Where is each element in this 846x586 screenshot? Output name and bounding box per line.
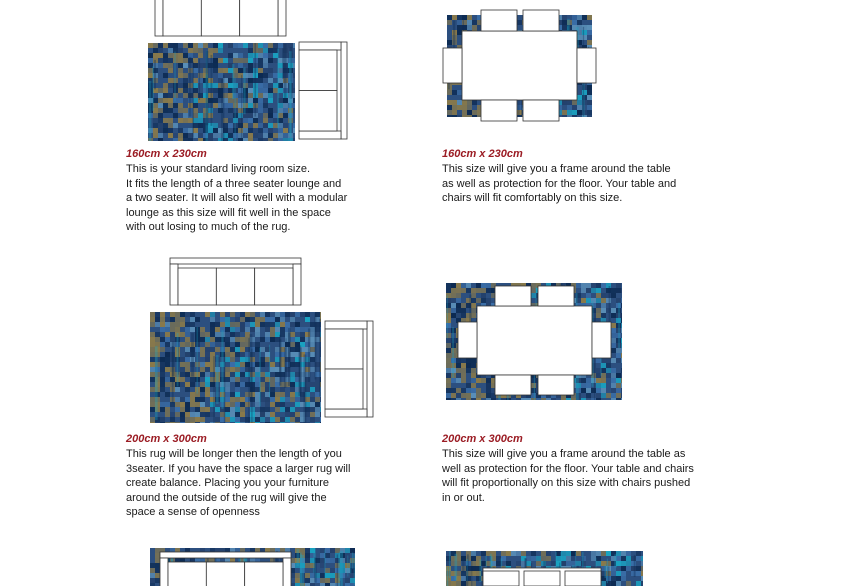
sofa-arm [299, 42, 341, 50]
sofa-arm [155, 0, 163, 36]
sofa-seat [206, 562, 244, 586]
three-seater-sofa [160, 552, 291, 586]
sofa-back [170, 258, 301, 264]
description-line: It fits the length of a three seater lounge and [126, 177, 342, 190]
chair-seat [443, 48, 462, 83]
sofa-arm [278, 0, 286, 36]
description-line: lounge as this size will fit well in the space [126, 206, 331, 219]
chair-seat [523, 10, 559, 31]
sofa-seat [240, 0, 278, 36]
sofa-seat [325, 369, 363, 409]
dining-chair [481, 100, 517, 121]
dining-chair [523, 100, 559, 121]
description-line: in or out. [442, 491, 485, 504]
sofa-seat [163, 0, 201, 36]
dining-chair [483, 571, 519, 586]
description-line: create balance. Placing you your furniture [126, 477, 330, 490]
dining-chair [538, 286, 574, 306]
description-dining-large [442, 447, 694, 505]
size-title-dining-small: 160cm x 230cm [442, 148, 523, 160]
dining-chair [495, 375, 531, 395]
chair-seat [523, 100, 559, 121]
description-line: This size will give you a frame around the table [442, 163, 671, 175]
description-line: around the outside of the rug will give the [126, 491, 327, 504]
dining-table [462, 31, 577, 100]
sofa-seat [168, 562, 206, 586]
description-living-small [126, 162, 347, 235]
chair-seat [481, 100, 517, 121]
three-seater-sofa [170, 258, 301, 305]
chair-seat [592, 322, 611, 358]
rug [148, 43, 298, 158]
sofa-seat [299, 91, 337, 132]
two-seater-sofa [325, 321, 373, 417]
chair-seat [538, 286, 574, 306]
sofa-arm [170, 264, 178, 305]
dining-chair [523, 10, 559, 31]
two-seater-sofa [299, 42, 347, 139]
size-title-living-large: 200cm x 300cm [126, 433, 207, 445]
description-line: This rug will be longer then the length of you [126, 448, 342, 460]
sofa-arm [293, 264, 301, 305]
chair-seat [565, 571, 601, 586]
sofa-back [160, 552, 291, 558]
dining-chair [495, 286, 531, 306]
dining-chair [524, 571, 560, 586]
sofa-arm [299, 131, 341, 139]
description-line: This size will give you a frame around the table as [442, 448, 686, 460]
description-line: a two seater. It will also fit well with a modular [126, 192, 348, 205]
sofa-seat [178, 268, 216, 305]
sofa-back [367, 321, 373, 417]
sofa-arm [283, 558, 291, 586]
sofa-seat [255, 268, 293, 305]
rug-pattern [148, 43, 298, 158]
sofa-seat [216, 268, 254, 305]
chair-seat [483, 571, 519, 586]
sofa-seat [299, 50, 337, 91]
chair-seat [524, 571, 560, 586]
description-line: well as protection for the floor. Your table and chairs [442, 462, 694, 475]
chair-seat [458, 322, 477, 358]
description-line: chairs will fit comfortably on this size. [442, 192, 623, 205]
three-seater-sofa [155, 0, 286, 36]
dining-chair [458, 322, 477, 358]
dining-chair [481, 10, 517, 31]
sofa-arm [325, 321, 367, 329]
chair-seat [495, 375, 531, 395]
chair-seat [538, 375, 574, 395]
description-living-large [126, 447, 350, 520]
sofa-seat [325, 329, 363, 369]
sofa-arm [160, 558, 168, 586]
description-line: space a sense of openness [126, 506, 260, 519]
chair-seat [495, 286, 531, 306]
sofa-arm [325, 409, 367, 417]
dining-chair [577, 48, 596, 83]
dining-chair [538, 375, 574, 395]
dining-chair [592, 322, 611, 358]
description-line: as well as protection for the floor. Your table and [442, 177, 677, 190]
description-line: 3seater. If you have the space a larger rug will [126, 462, 351, 475]
description-dining-small [442, 162, 676, 206]
chair-seat [577, 48, 596, 83]
size-title-dining-large: 200cm x 300cm [442, 433, 523, 445]
size-title-living-small: 160cm x 230cm [126, 148, 207, 160]
dining-chair [443, 48, 462, 83]
sofa-seat [201, 0, 239, 36]
sofa-back [341, 42, 347, 139]
description-line: with out losing to much of the rug. [126, 221, 291, 234]
description-line: will fit proportionally on this size with chairs pushed [442, 477, 691, 490]
chair-seat [481, 10, 517, 31]
dining-chair [565, 571, 601, 586]
dining-table [477, 306, 592, 375]
description-line: This is your standard living room size. [126, 163, 311, 175]
sofa-seat [245, 562, 283, 586]
